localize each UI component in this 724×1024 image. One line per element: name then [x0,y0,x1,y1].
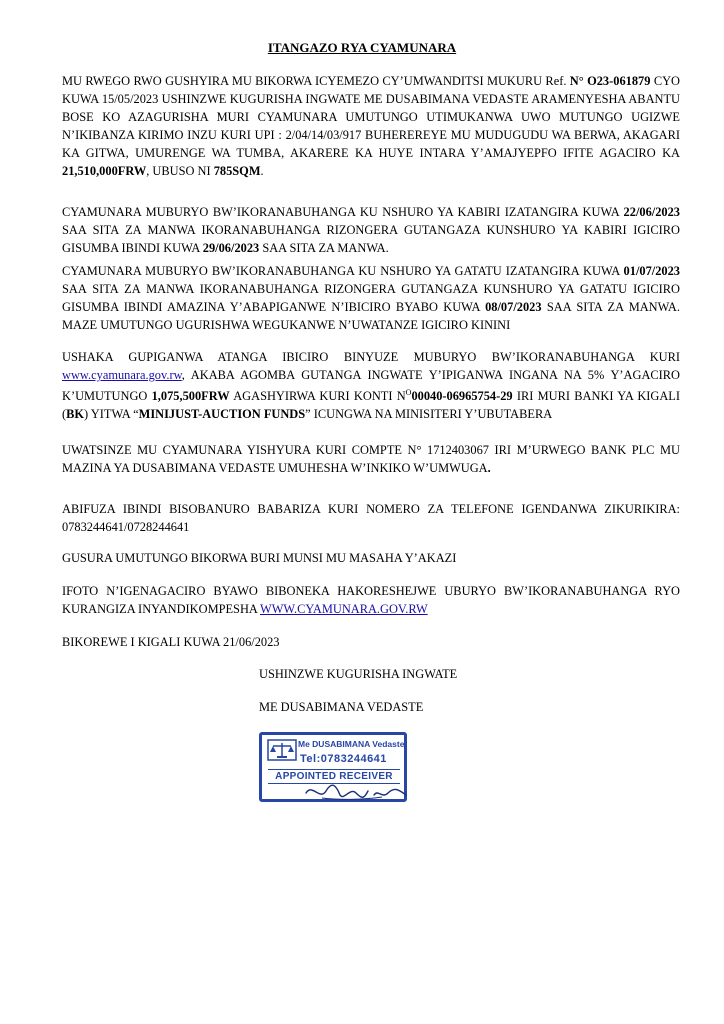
auction-website-link[interactable]: www.cyamunara.gov.rw [62,368,182,382]
account-number: 00040-06965754-29 [411,389,513,404]
property-area: 785SQM [213,164,261,178]
paragraph-bidding-instructions [62,348,680,423]
paragraph-third-auction [62,262,680,334]
paragraph-contact-phones: ABIFUZA IBINDI BISOBANURO BABARIZA KURI NOMERO ZA TELEFONE IGENDANWA ZIKURIKIRA: 0783244641/0728244641 [62,502,680,534]
property-value: 21,510,000FRW [62,164,147,178]
text: IRI MURI BANKI YA KIGALI ( [62,389,681,422]
paragraph-visit-hours: GUSURA UMUTUNGO BIKORWA BURI MUNSI MU MASAHA Y’AKAZI [62,551,457,565]
text: MU RWEGO RWO GUSHYIRA MU BIKORWA ICYEMEZO CY’UMWANDITSI MUKURU Ref. [62,74,567,88]
reference-number: N° O23-061879 [566,74,651,88]
signatory-name: ME DUSABIMANA VEDASTE [259,700,424,714]
cyamunara-website-link[interactable]: WWW.CYAMUNARA.GOV.RW [260,602,428,616]
stamp-name: Me DUSABIMANA Vedaste [298,739,405,749]
fund-name: MINIJUST-AUCTION FUNDS [138,407,306,422]
start-date: 22/06/2023 [623,205,680,219]
stamp-role: APPOINTED RECEIVER [268,769,400,784]
official-stamp [259,732,407,802]
signatory-role: USHINZWE KUGURISHA INGWATE [259,667,458,681]
text: ) YITWA “ [84,407,139,422]
text: CYO KUWA 15/05/2023 USHINZWE KUGURISHA INGWATE ME DUSABIMANA VEDASTE ARAMENYESHA ABANTU BOSE KO AZAGURISHA MURI CYAMUNARA UMUTUNGO UTIMUKANWA UWO MUTUNGO UGIZWE N’IKIBANZA KIRIMO INZU KURI UPI : 2/04/14/03/917 BUHEREREYE MU MUDUGUDU WA BERWA, AKAGARI KA GITWA, UMURENGE WA TUMBA, AKARERE KA HUYE INTARA Y’AMAJYEPFO IFITE AGACIRO KA [62,74,680,160]
text: IFOTO N’IGENAGACIRO BYAWO BIBONEKA HAKORESHEJWE UBURYO BW’IKORANABUHANGA RYO KURANGIZA INYANDIKOMPESHA [62,584,680,616]
text: USHAKA GUPIGANWA ATANGA IBICIRO BINYUZE MUBURYO BW’IKORANABUHANGA KURI [62,350,680,364]
text: . [487,461,491,475]
text: CYAMUNARA MUBURYO BW’IKORANABUHANGA KU NSHURO YA GATATU IZATANGIRA KUWA [62,264,624,278]
start-date: 01/07/2023 [623,264,680,278]
paragraph-photos-link [62,582,680,618]
paragraph-winner-payment [62,441,680,477]
stamp-phone: Tel:0783244641 [300,753,387,765]
text: , AKABA AGOMBA GUTANGA INGWATE Y’IPIGANWA INGANA NA 5% Y’AGACIRO K’UMUTUNGO [62,368,680,404]
text: SAA SITA ZA MANWA. MAZE UMUTUNGO UGURISHWA WEGUKANWE N’UWATANZE IGICIRO KININI [62,300,680,332]
text: SAA SITA ZA MANWA. [259,241,389,255]
text: , UBUSO NI [146,164,214,178]
superscript: O [405,388,412,397]
paragraph-auction-decision [62,72,680,180]
text: SAA SITA ZA MANWA IKORANABUHANGA RIZONGERA GUTANGAZA KUNSHURO YA GATATU IGICIRO GISUMBA IBINDI AMAZINA Y’ABAPIGANWE N’IBICIRO BYABO KUWA [62,282,680,314]
bank-code: BK [66,407,85,422]
text: AGASHYIRWA KURI KONTI N [229,389,406,404]
text: . [260,164,264,178]
issued-place-date: BIKOREWE I KIGALI KUWA 21/06/2023 [62,635,280,649]
scales-of-justice-icon [267,739,297,761]
notice-title: ITANGAZO RYA CYAMUNARA [267,40,457,55]
end-date: 29/06/2023 [202,241,260,255]
deposit-amount: 1,075,500FRW [151,389,230,404]
text: ” ICUNGWA NA MINISITERI Y’UBUTABERA [305,407,553,422]
text: UWATSINZE MU CYAMUNARA YISHYURA KURI COMPTE N° 1712403067 IRI M’URWEGO BANK PLC MU MAZINA YA DUSABIMANA VEDASTE UMUHESHA W’INKIKO W’UMWUGA [62,443,680,475]
end-date: 08/07/2023 [485,300,542,314]
text: SAA SITA ZA MANWA IKORANABUHANGA RIZONGERA GUTANGAZA KUNSHURO YA KABIRI IGICIRO GISUMBA IBINDI KUWA [62,223,680,255]
text: CYAMUNARA MUBURYO BW’IKORANABUHANGA KU NSHURO YA KABIRI IZATANGIRA KUWA [62,205,624,219]
handwritten-signature [302,781,412,803]
paragraph-second-auction [62,203,680,257]
